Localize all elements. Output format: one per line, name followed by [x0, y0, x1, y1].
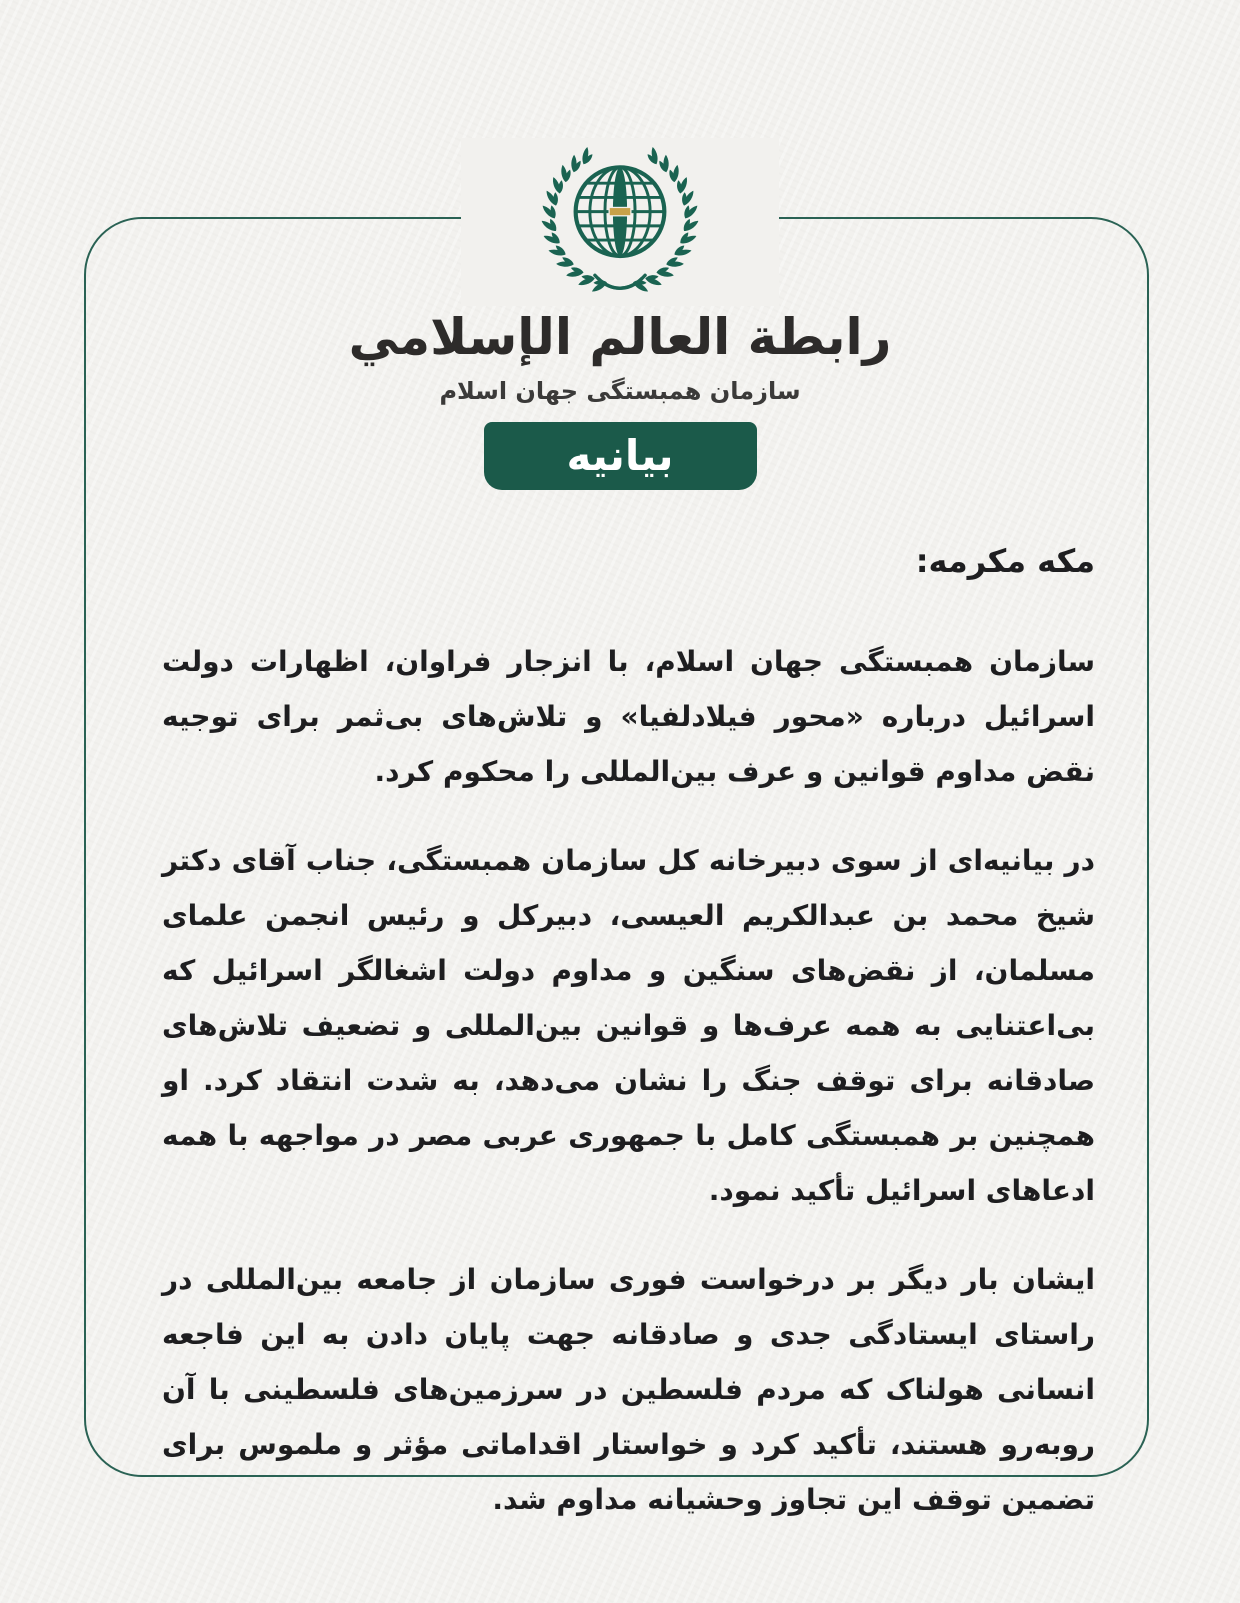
location-heading: مکه مکرمه: — [915, 542, 1095, 580]
statement-banner — [484, 422, 757, 490]
org-name-persian: سازمان همبستگی جهان اسلام — [439, 377, 801, 405]
logo-area — [461, 138, 779, 306]
statement-paragraph: سازمان همبستگی جهان اسلام، با انزجار فراوان، اظهارات دولت اسرائیل درباره «محور فیلادلفیا» و تلاش‌های بی‌ثمر برای توجیه نقض مداوم قوانین و عرف بین‌المللی را محکوم کرد. — [162, 645, 1095, 788]
statement-body — [162, 536, 1095, 1527]
statement-banner-label: بیانیه — [566, 431, 674, 480]
globe-laurel-wreath-icon — [534, 138, 706, 302]
statement-header — [0, 300, 1240, 490]
statement-paragraph: در بیانیه‌ای از سوی دبیرخانه کل سازمان همبستگی، جناب آقای دکتر شیخ محمد بن عبدالکریم العیسی، دبیرکل و رئیس انجمن علمای مسلمان، از نقض‌های سنگین و مداوم دولت اشغالگر اسرائیل که بی‌اعتنایی به همه عرف‌ها و قوانین بین‌المللی و تضعیف تلاش‌های صادقانه برای توقف جنگ را نشان می‌دهد، به شدت انتقاد کرد. او همچنین بر همبستگی کامل با جمهوری عربی مصر در مواجهه با همه ادعاهای اسرائیل تأکید نمود. — [162, 844, 1095, 1207]
org-calligraphy-arabic: رابطة العالم الإسلامي — [348, 308, 892, 366]
statement-paragraph: ایشان بار دیگر بر درخواست فوری سازمان از جامعه بین‌المللی در راستای ایستادگی جدی و صادقانه جهت پایان دادن به این فاجعه انسانی هولناک که مردم فلسطین در سرزمین‌های فلسطینی با آن روبه‌رو هستند، تأکید کرد و خواستار اقداماتی مؤثر و ملموس برای تضمین توقف این تجاوز وحشیانه مداوم شد. — [162, 1263, 1095, 1516]
